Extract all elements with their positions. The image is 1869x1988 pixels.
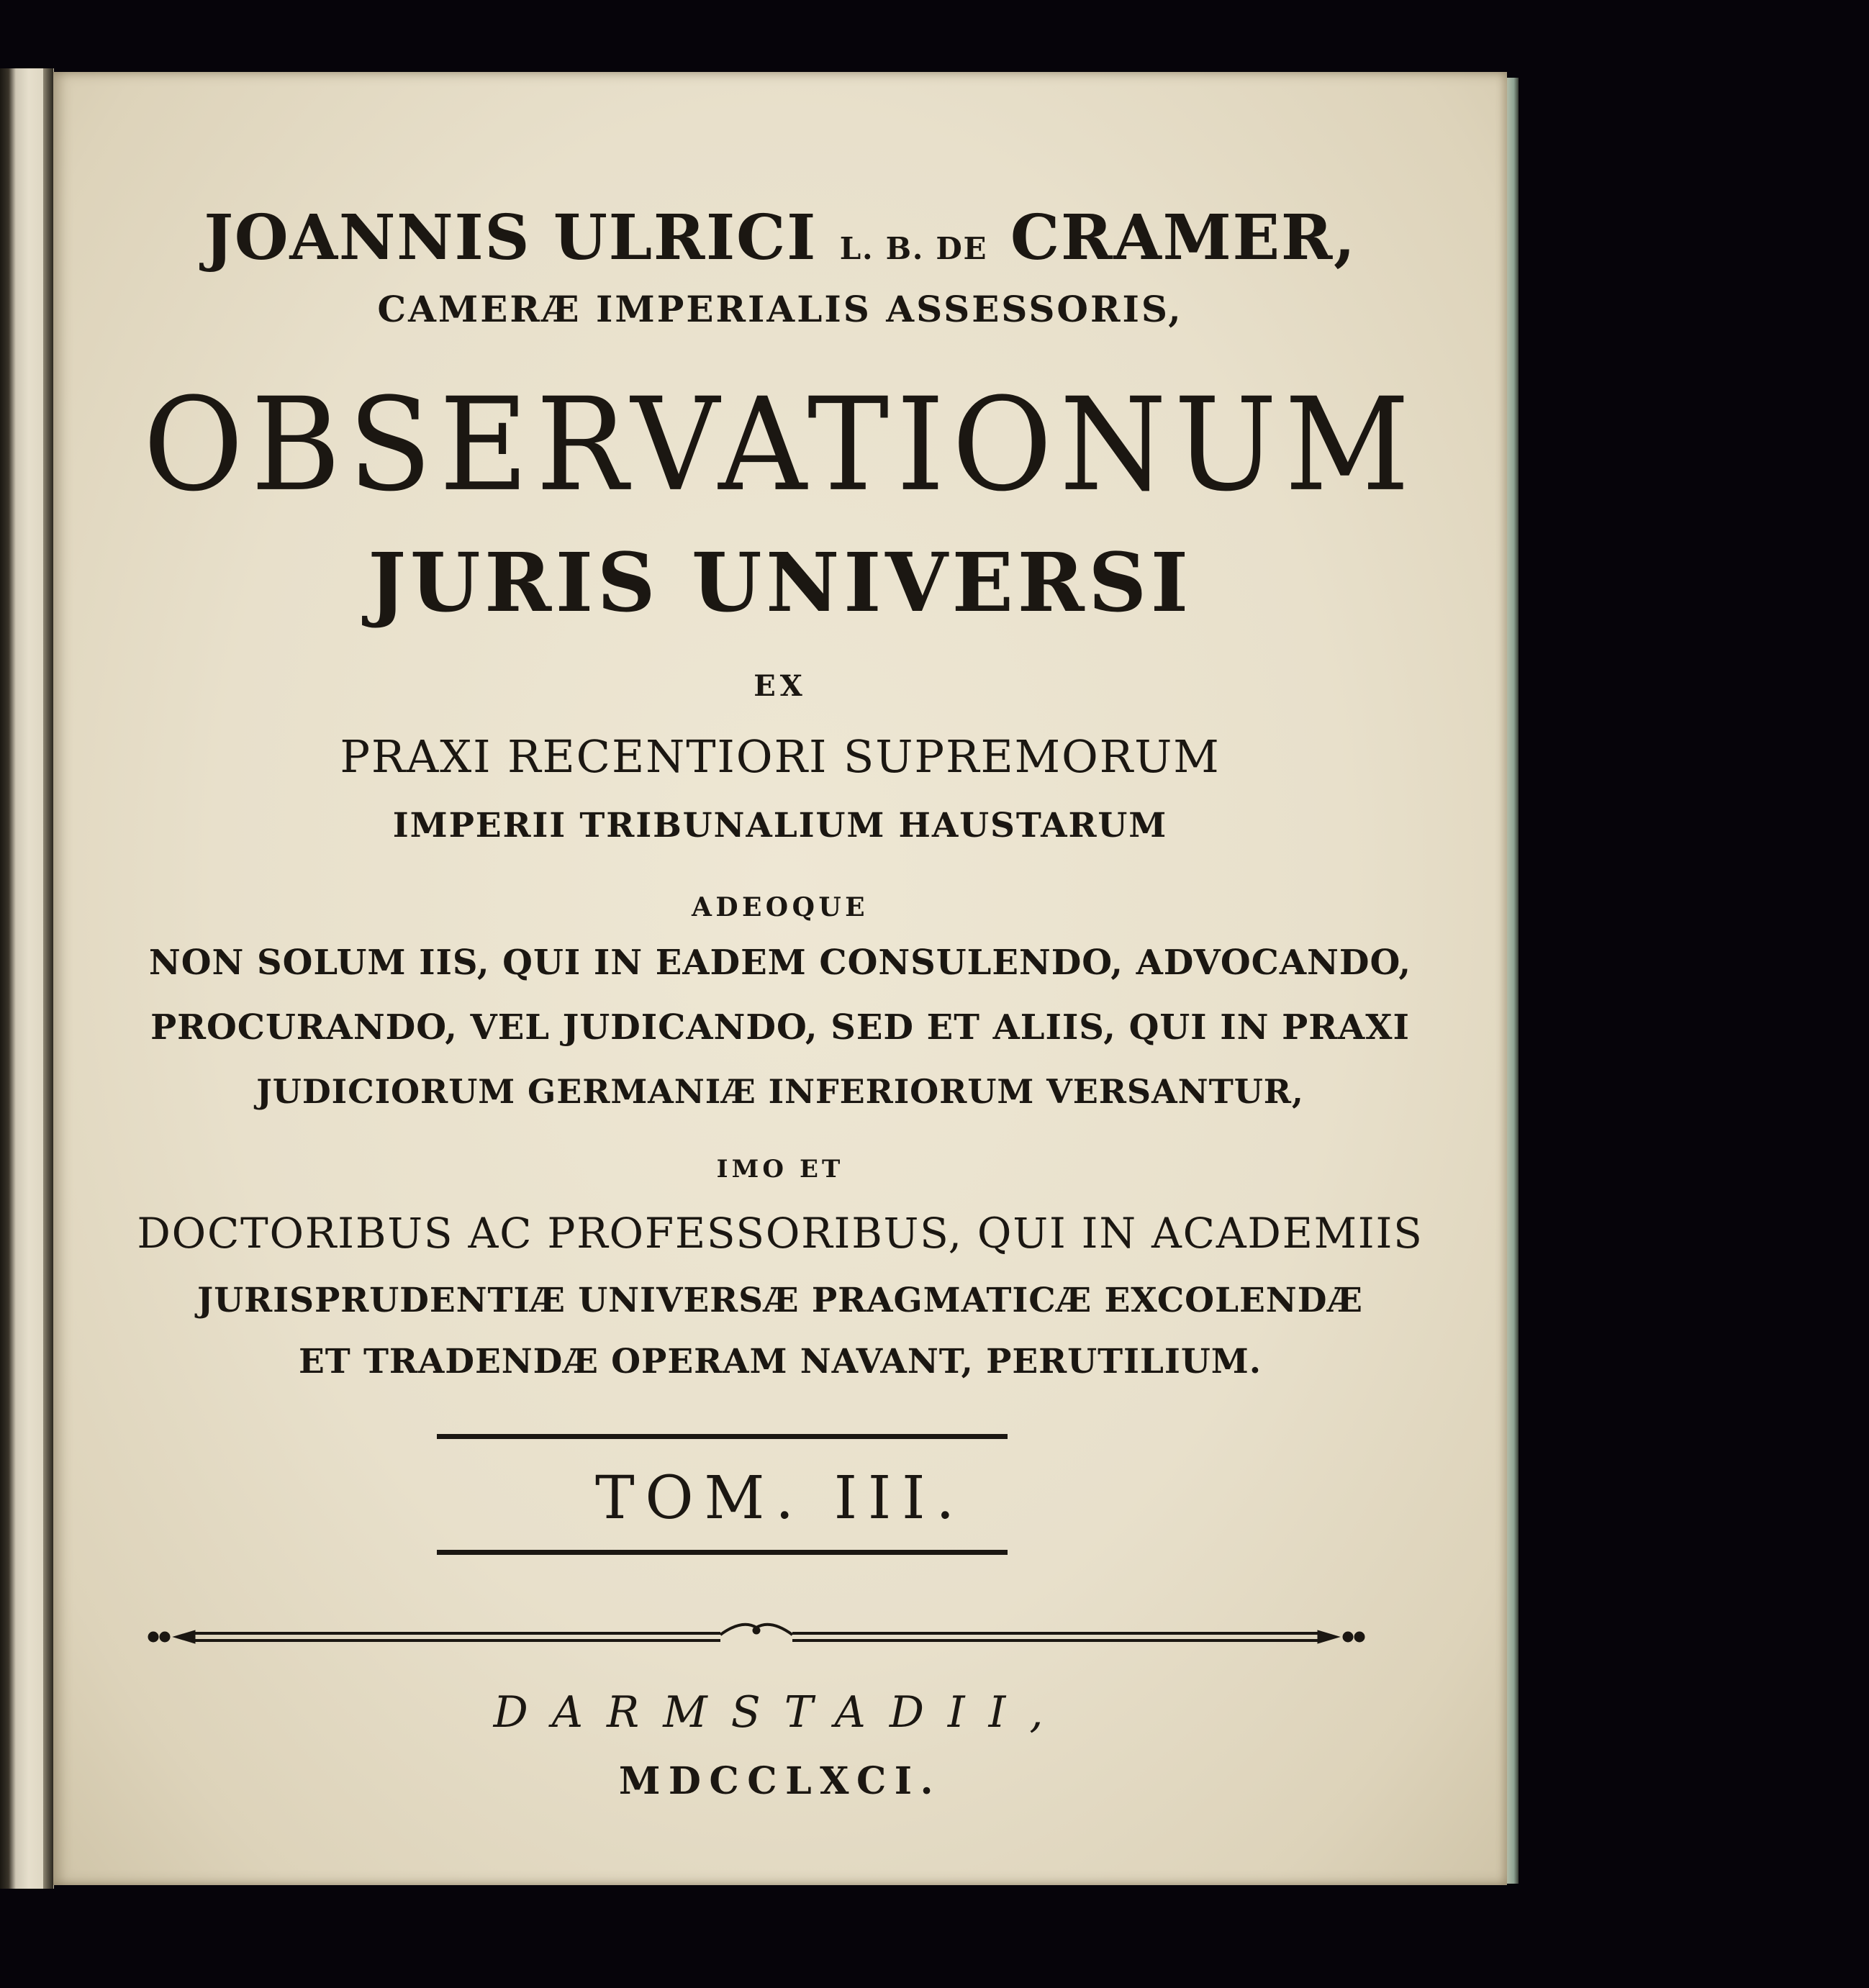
subtitle: JURIS UNIVERSI: [368, 536, 1193, 630]
author-name: JOANNIS ULRICI: [204, 201, 818, 274]
author-line: [53, 201, 1507, 274]
title-page: [53, 72, 1507, 1885]
imprint-year: MDCCLXCI.: [618, 1759, 942, 1803]
volume-number: TOM. III.: [594, 1464, 966, 1533]
author-office: CAMERÆ IMPERIALIS ASSESSORIS,: [377, 288, 1183, 330]
imo-et-words: IMO ET: [716, 1155, 844, 1184]
volume-rule-bottom: [437, 1550, 1008, 1555]
praxi-line: PRAXI RECENTIORI SUPREMORUM: [340, 730, 1221, 783]
ex-word: EX: [754, 669, 807, 703]
procurando-line: PROCURANDO, VEL JUDICANDO, SED ET ALIIS, QUI IN PRAXI: [150, 1007, 1410, 1048]
author-title: L. B. DE: [839, 231, 988, 266]
judiciorum-line: JUDICIORUM GERMANIÆ INFERIORUM VERSANTUR,: [256, 1072, 1304, 1111]
tradendae-line: ET TRADENDÆ OPERAM NAVANT, PERUTILIUM.: [298, 1342, 1262, 1381]
adeoque-word: ADEOQUE: [692, 892, 869, 922]
jurisprudentiae-line: JURISPRUDENTIÆ UNIVERSÆ PRAGMATICÆ EXCOLENDÆ: [197, 1281, 1363, 1320]
doctoribus-line: DOCTORIBUS AC PROFESSORIBUS, QUI IN ACADEMIIS: [137, 1209, 1424, 1258]
volume-rule-top: [437, 1434, 1008, 1439]
book-gutter: [43, 68, 53, 1889]
non-solum-line: NON SOLUM IIS, QUI IN EADEM CONSULENDO, ADVOCANDO,: [148, 943, 1412, 983]
ornamental-rule-icon: [145, 1619, 1368, 1655]
author-surname: CRAMER,: [1010, 201, 1357, 274]
main-title: OBSERVATIONUM: [142, 371, 1418, 520]
imperii-line: IMPERII TRIBUNALIUM HAUSTARUM: [392, 806, 1168, 845]
imprint-place: DARMSTADII,: [493, 1687, 1067, 1738]
